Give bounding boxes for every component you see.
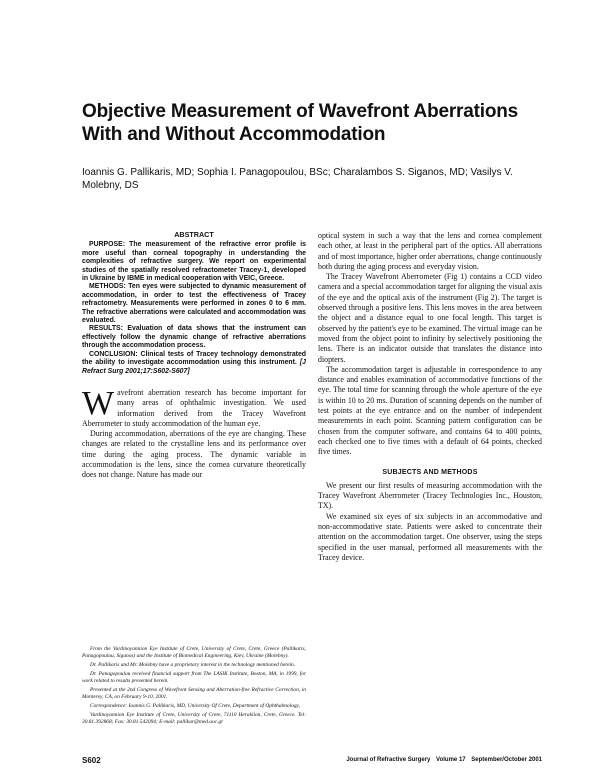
footnotes <box>82 646 306 728</box>
footnote-support: Dr. Panagopoulou received financial support from The LASIK Institute, Boston, MA, in 1999, for work related to results presented herein. <box>82 671 306 684</box>
intro-text: avefront aberration research has become important for many areas of ophthalmic investigation. We used information derived from the Tracey Wavefront Aberrometer to study accommodation of the human eye. <box>82 387 306 428</box>
conclusion-text: Clinical tests of Tracey technology demonstrated the ability to investigate accommodation using this instrument. <box>82 350 306 367</box>
results-label: RESULTS: <box>89 325 123 333</box>
page-number: S602 <box>82 756 101 765</box>
abstract-conclusion <box>82 351 306 376</box>
journal-volume: Volume 17 <box>436 757 466 763</box>
abstract-results <box>82 325 306 350</box>
abstract-citation: [J Refract Surg 2001;17:S602-S607] <box>82 359 306 375</box>
accommodation-paragraph: During accommodation, aberrations of the eye are changing. These changes are related to the crystalline lens and its performance over time during the aging process. The dynamic variable in accommodation is the lens, since the cornea curvature theoretically does not change. Nature has made our <box>82 429 306 480</box>
methods-paragraph-1: We present our first results of measuring accommodation with the Tracey Wavefront Aberrometer (Tracey Technologies Inc., Houston, TX). <box>318 480 542 511</box>
article-title: Objective Measurement of Wavefront Aberrations With and Without Accommodation <box>82 101 518 145</box>
journal-footer <box>342 757 542 763</box>
results-text: Evaluation of data shows that the instrument can effectively follow the dynamic change of refractive aberrations through the accommodation process. <box>82 325 306 350</box>
journal-issue-date: September/October 2001 <box>471 757 542 763</box>
footnote-presented: Presented at the 2nd Congress of Wavefront Sensing and Aberration-free Refractive Correction, in Monterey, CA, on February 9-10, 2001. <box>82 687 306 700</box>
journal-name: Journal of Refractive Surgery <box>346 757 431 763</box>
section-heading-subjects-methods: SUBJECTS AND METHODS <box>382 468 478 476</box>
right-column <box>318 231 542 563</box>
methods-paragraph-2: We examined six eyes of six subjects in an accommodative and non-accommodative state. Patients were asked to concentrate their attention on the accommodation target. One observer, using the steps specified in the user manual, performed all measurements with the Tracey device. <box>318 511 542 562</box>
footnote-interest: Dr. Pallikaris and Mr. Molebny have a proprietary interest in the technology mentioned herein. <box>90 662 296 668</box>
footnote-correspondence: Correspondence: Ioannis G. Pallikaris, MD, University Of Crete, Department of Ophthalmology, <box>90 703 300 710</box>
abstract-methods <box>82 283 306 325</box>
methods-text: Ten eyes were subjected to dynamic measurement of accommodation, in order to test the effectiveness of Tracey refractometry. Measurements were performed in zones 0 to 6 mm. The refractive aberrations were calculated and accommodation was evaluated. <box>82 283 306 325</box>
purpose-label: PURPOSE: <box>89 241 125 249</box>
footnote-address: Vardinoyannion Eye Institute of Crete, University of Crete, 71110 Heraklion, Crete, Greece. Tel: 30.81.392868; Fax: 30.81.542094; E-mail: pallikar@med.uoc.gr <box>82 712 306 726</box>
article-authors: Ioannis G. Pallikaris, MD; Sophia I. Panagopoulou, BSc; Charalambos S. Siganos, MD; Vasilys V. Molebny, DS <box>82 167 513 191</box>
left-column <box>82 231 306 481</box>
aberrometer-paragraph: The Tracey Wavefront Aberrometer (Fig 1) contains a CCD video camera and a special accommodation target for aligning the visual axis of the eye and the optical axis of the instrument (Fig 2). The target is observed through a positive lens. This lens moves in the area between the object and a distance equal to one focal length. This target is observed by the patient's eye to be examined. The virtual image can be moved from the object point to infinity by selectively positioning the lens. There is an indicator outside that translates the distance into diopters. <box>318 272 542 364</box>
footnote-affiliation: From the Vardinoyannion Eye Institute of Crete, University of Crete, Crete, Greece (Pallikaris, Panagopoulou, Siganos) and the Institute of Biomedical Engineering, Kiev, Ukraine (Molebny). <box>82 646 306 659</box>
body-text-left <box>82 384 306 481</box>
abstract-heading: ABSTRACT <box>174 230 214 239</box>
abstract <box>82 231 306 376</box>
drop-cap: W <box>82 384 115 422</box>
continued-paragraph: optical system in such a way that the lens and cornea complement each other, at least in the peripheral part of the optics. All aberrations and of most importance, higher order aberrations, change continuously both during the aging process and everyday vision. <box>318 231 542 271</box>
purpose-text: The measurement of the refractive error profile is more useful than corneal topography in understanding the complexities of refractive surgery. We report on experimental studies of the spatially resolved refractometer Tracey-1, developed in Ukraine by IBME in medical cooperation with VEIC, Greece. <box>82 241 306 283</box>
methods-label: METHODS: <box>89 283 126 291</box>
intro-paragraph <box>82 384 306 429</box>
conclusion-label: CONCLUSION: <box>89 350 138 358</box>
target-paragraph: The accommodation target is adjustable in correspondence to any distance and enables examination of accommodative functions of the eye. The total time for scanning through the whole aperture of the eye is within 10 to 20 ms. Duration of scanning depends on the number of test points at the eye entrance and on the number of independent measurements in each point. Scanning pattern configuration can be chosen from the computer software, and contains 64 to 400 points, each checked one to five times with a default of 64 points, checked five times. <box>318 364 542 457</box>
abstract-purpose <box>82 241 306 283</box>
